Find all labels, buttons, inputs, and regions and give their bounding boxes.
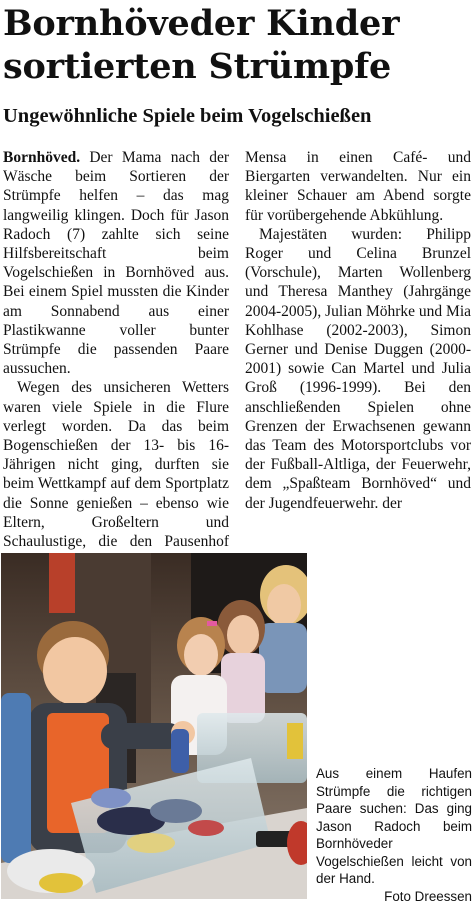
article-subheadline: Ungewöhnliche Spiele beim Vogelschießen [3, 105, 372, 127]
paragraph-3: Mensa in einen Café- und Biergarten verwandelten. Nur ein kleiner Schauer am Abend sorgte für vorübergehende Abkühlung. [245, 149, 471, 224]
headline-line-2: sortierten Strümpfe [3, 46, 392, 87]
photo-credit: Foto Dreessen [384, 888, 472, 904]
paragraph-2: Wegen des unsicheren Wetters waren viele Spiele in die Flure verlegt worden. Da das beim Bogenschießen der 13- bis 16-Jährigen nicht ging, durften sie beim Wettkampf auf dem Sportplatz die Sonne genießen – ebenso wie Eltern, Großeltern und Schaulustige, die den Pausenhof [3, 379, 229, 551]
paragraph-4: Majestäten wurden: Philipp Roger und Celina Brunzel (Vorschule), Marten Wollenberg und Theresa Manthey (Jahrgänge 2004-2005), Julian Möhrke und Mia Kohlhase (2002-2003), Simon Gerner und Denise Duggen (2000-2001) sowie Can Martel und Julia Groß (1996-1999). Bei den anschließenden Spielen ohne Grenzen der Erwachsenen gewann das Team des Motorsportclubs vor der Fußball-Altliga, der Feuerwehr, dem „Spaßteam Bornhöved“ und der Jugendfeuerwehr. der [245, 225, 472, 512]
paragraph-1-text: Der Mama nach der Wäsche beim Sortieren der Strümpfe helfen – das mag langweilig klingen. Doch für Jason Radoch (7) zahlte sich seine Hilfsbereitschaft beim Vogelschießen in Bornhöved aus. Bei einem Spiel mussten die Kinder am Sonnabend aus einer Plastikwanne voller bunter Strümpfe die passenden Paare aussuchen. [3, 149, 229, 378]
photo-caption [316, 765, 472, 905]
headline-line-1: Bornhöveder Kinder [3, 3, 400, 44]
article-photo [1, 553, 307, 899]
photo-illustration [1, 553, 307, 899]
caption-text: Aus einem Haufen Strümpfe die richtigen Paare suchen: Das ging Jason Radoch beim Bornhöveder Vogelschießen leicht von der Hand. [316, 766, 472, 886]
dateline: Bornhöved. [3, 149, 81, 166]
article-column-left [3, 148, 229, 570]
article-column-right [245, 148, 471, 513]
paragraph-1 [3, 148, 229, 378]
article-headline [3, 2, 473, 88]
